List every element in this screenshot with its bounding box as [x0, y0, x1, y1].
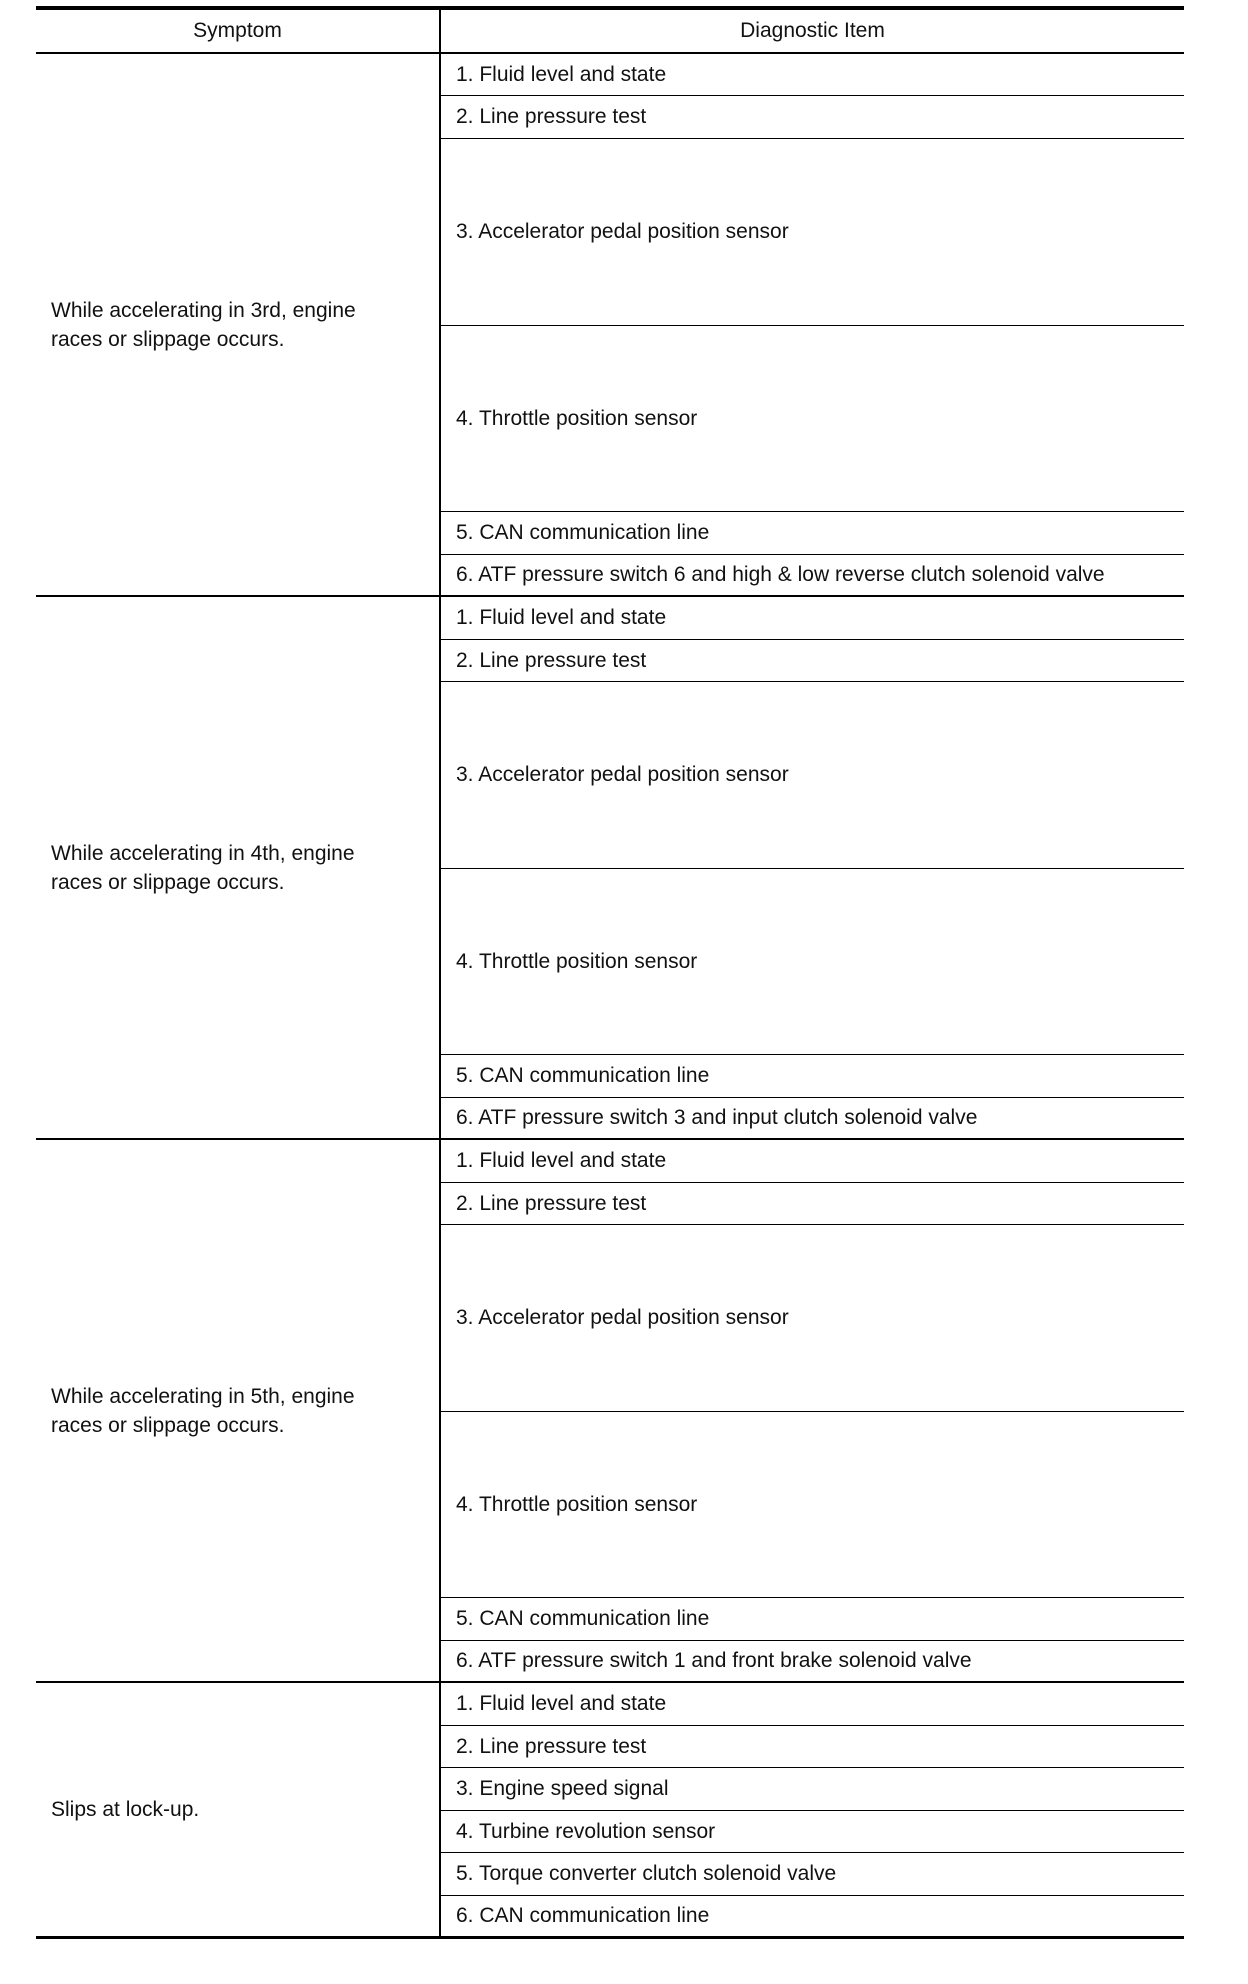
diagnostic-item-cell: 5. CAN communication line: [440, 511, 1184, 554]
diagnostic-item-cell: 4. Throttle position sensor: [440, 868, 1184, 1054]
diagnostic-item-cell: 3. Accelerator pedal position sensor: [440, 138, 1184, 325]
diagnostic-item-cell: 1. Fluid level and state: [440, 1139, 1184, 1182]
diagnostic-item-cell: 6. ATF pressure switch 6 and high & low reverse clutch solenoid valve: [440, 554, 1184, 596]
diagnostic-item-cell: 2. Line pressure test: [440, 639, 1184, 681]
table-row: [36, 1682, 1184, 1725]
symptom-cell: Slips at lock-up.: [36, 1682, 440, 1937]
diagnostic-item-cell: 2. Line pressure test: [440, 95, 1184, 138]
diagnostic-item-cell: 1. Fluid level and state: [440, 1682, 1184, 1725]
diagnostic-item-cell: 5. CAN communication line: [440, 1597, 1184, 1640]
diagnostic-item-cell: 4. Throttle position sensor: [440, 1411, 1184, 1597]
symptom-column-header: Symptom: [36, 8, 440, 53]
diagnostic-item-cell: 5. Torque converter clutch solenoid valve: [440, 1852, 1184, 1895]
diagnostic-item-cell: 2. Line pressure test: [440, 1182, 1184, 1224]
diagnostic-item-cell: 1. Fluid level and state: [440, 53, 1184, 95]
diagnostic-item-cell: 4. Throttle position sensor: [440, 325, 1184, 511]
diagnostic-item-cell: 6. ATF pressure switch 3 and input clutch solenoid valve: [440, 1097, 1184, 1139]
table-row: [36, 1139, 1184, 1182]
symptom-cell: While accelerating in 5th, engine races or slippage occurs.: [36, 1139, 440, 1682]
diagnostic-item-column-header: Diagnostic Item: [440, 8, 1184, 53]
table-row: [36, 596, 1184, 639]
diagnostic-item-cell: 1. Fluid level and state: [440, 596, 1184, 639]
symptom-cell: While accelerating in 4th, engine races or slippage occurs.: [36, 596, 440, 1139]
symptom-cell: While accelerating in 3rd, engine races or slippage occurs.: [36, 53, 440, 596]
diagnostic-item-cell: 6. CAN communication line: [440, 1895, 1184, 1937]
diagnostic-item-cell: 3. Engine speed signal: [440, 1767, 1184, 1810]
diagnostic-item-cell: 5. CAN communication line: [440, 1054, 1184, 1097]
diagnostic-item-cell: 6. ATF pressure switch 1 and front brake solenoid valve: [440, 1640, 1184, 1682]
diagnostic-table: [36, 6, 1184, 1939]
diagnostic-item-cell: 2. Line pressure test: [440, 1725, 1184, 1767]
table-row: [36, 53, 1184, 95]
table-header-row: [36, 8, 1184, 53]
diagnostic-item-cell: 3. Accelerator pedal position sensor: [440, 1224, 1184, 1411]
diagnostic-item-cell: 3. Accelerator pedal position sensor: [440, 681, 1184, 868]
diagnostic-item-cell: 4. Turbine revolution sensor: [440, 1810, 1184, 1852]
